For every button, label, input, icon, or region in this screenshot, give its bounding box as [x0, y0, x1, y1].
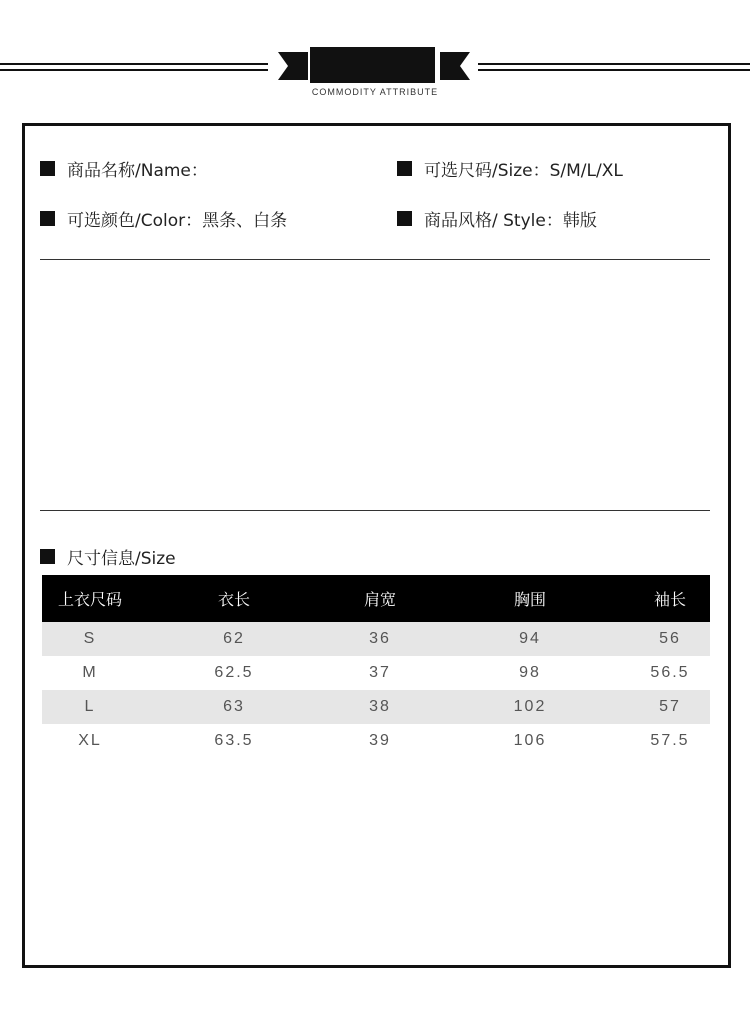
table-row	[42, 690, 710, 724]
header-rule-left-top	[0, 63, 268, 65]
table-cell: XL	[78, 732, 102, 749]
table-header-cell: 肩宽	[363, 590, 396, 609]
attr-style	[397, 206, 597, 231]
attr-color-text: 可选颜色/Color：黑条、白条	[67, 211, 288, 231]
ribbon-tail-left	[278, 52, 308, 80]
table-header-cell: 衣长	[217, 590, 250, 609]
bullet-square-icon	[40, 549, 55, 564]
table-row	[42, 656, 710, 690]
header-ribbon	[310, 47, 435, 83]
table-cell: 56	[659, 630, 681, 647]
attr-name	[40, 156, 208, 181]
table-cell: 98	[519, 664, 541, 681]
table-row	[42, 724, 710, 758]
bullet-square-icon	[397, 161, 412, 176]
table-cell: L	[84, 698, 96, 715]
table-cell: 38	[369, 698, 391, 715]
attr-style-text: 商品风格/ Style：韩版	[424, 211, 597, 231]
table-cell: 63.5	[214, 732, 254, 749]
size-table	[42, 575, 710, 758]
attr-color	[40, 206, 287, 231]
table-cell: 106	[513, 732, 547, 749]
table-cell: S	[83, 630, 97, 647]
table-cell: 94	[519, 630, 541, 647]
ribbon-tail-right	[440, 52, 470, 80]
divider-top	[40, 259, 710, 260]
size-section-title	[40, 544, 176, 569]
table-header-row	[42, 575, 710, 622]
table-header-cell: 胸围	[513, 590, 546, 609]
header-subtitle: COMMODITY ATTRIBUTE	[311, 87, 439, 97]
bullet-square-icon	[397, 211, 412, 226]
table-header-cell: 袖长	[653, 590, 686, 609]
table-cell: 57.5	[650, 732, 690, 749]
bullet-square-icon	[40, 211, 55, 226]
attr-name-text: 商品名称/Name：	[67, 161, 208, 181]
size-section-title-text: 尺寸信息/Size	[67, 549, 176, 569]
table-cell: 39	[369, 732, 391, 749]
attr-size	[397, 156, 623, 181]
table-cell: M	[82, 664, 98, 681]
table-header-cell: 上衣尺码	[57, 590, 122, 609]
table-row	[42, 622, 710, 656]
table-cell: 36	[369, 630, 391, 647]
table-cell: 56.5	[650, 664, 690, 681]
table-cell: 37	[369, 664, 391, 681]
header-rule-left-bottom	[0, 69, 268, 71]
header-rule-right-top	[478, 63, 750, 65]
table-cell: 57	[659, 698, 681, 715]
header-rule-right-bottom	[478, 69, 750, 71]
bullet-square-icon	[40, 161, 55, 176]
table-cell: 102	[513, 698, 547, 715]
attr-size-text: 可选尺码/Size：S/M/L/XL	[424, 161, 623, 181]
table-cell: 63	[223, 698, 245, 715]
table-cell: 62.5	[214, 664, 254, 681]
table-cell: 62	[223, 630, 245, 647]
divider-bottom	[40, 510, 710, 511]
